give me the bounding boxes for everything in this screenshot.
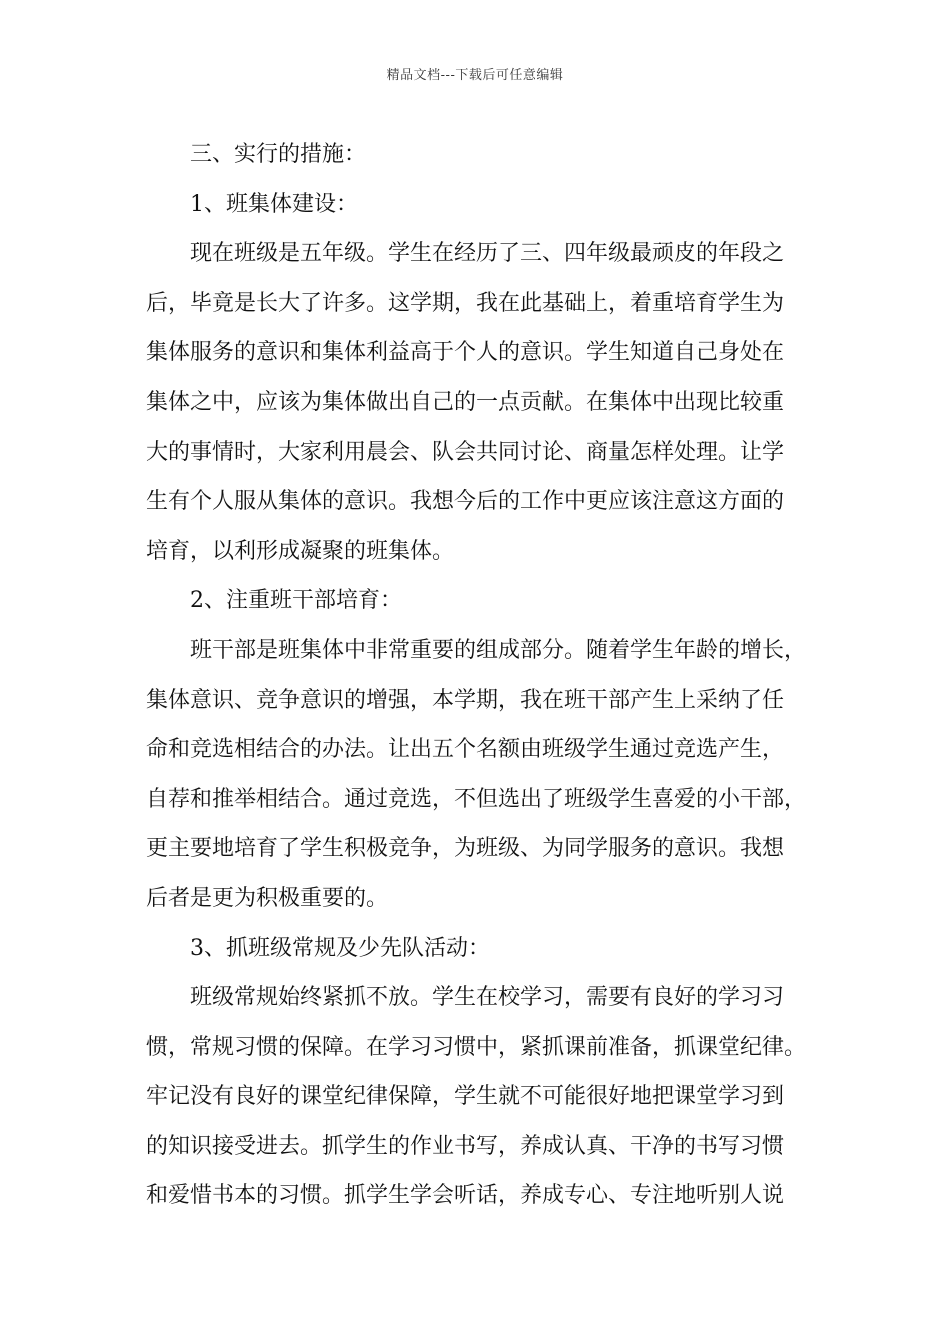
- text-line: 培育，以利形成凝聚的班集体。: [146, 538, 455, 564]
- text-line: 集体之中，应该为集体做出自己的一点贡献。在集体中出现比较重: [146, 389, 785, 415]
- text-line: 大的事情时，大家利用晨会、队会共同讨论、商量怎样处理。让学: [146, 439, 785, 465]
- text-line: 集体服务的意识和集体利益高于个人的意识。学生知道自己身处在: [146, 340, 785, 366]
- text-line: 3、抓班级常规及少先队活动：: [190, 935, 490, 961]
- text-line: 2、注重班干部培育：: [190, 588, 402, 614]
- text-line: 生有个人服从集体的意识。我想今后的工作中更应该注意这方面的: [146, 489, 785, 515]
- text-line: 后者是更为积极重要的。: [146, 885, 389, 911]
- text-line: 自荐和推举相结合。通过竞选，不但选出了班级学生喜爱的小干部，: [146, 786, 807, 812]
- text-line: 和爱惜书本的习惯。抓学生学会听话，养成专心、专注地听别人说: [146, 1183, 785, 1209]
- text-line: 命和竞选相结合的办法。让出五个名额由班级学生通过竞选产生，: [146, 737, 785, 763]
- text-line: 三、实行的措施：: [190, 142, 367, 167]
- page-header: 精品文档---下载后可任意编辑: [386, 68, 564, 83]
- text-line: 牢记没有良好的课堂纪律保障，学生就不可能很好地把课堂学习到: [146, 1084, 785, 1110]
- text-line: 1、班集体建设：: [190, 191, 358, 217]
- text-line: 惯，常规习惯的保障。在学习习惯中，紧抓课前准备，抓课堂纪律。: [146, 1034, 807, 1060]
- text-line: 的知识接受进去。抓学生的作业书写，养成认真、干净的书写习惯: [146, 1133, 785, 1159]
- text-line: 现在班级是五年级。学生在经历了三、四年级最顽皮的年段之: [190, 241, 785, 267]
- text-line: 集体意识、竞争意识的增强，本学期，我在班干部产生上采纳了任: [146, 687, 785, 713]
- text-line: 更主要地培育了学生积极竞争，为班级、为同学服务的意识。我想: [146, 836, 785, 862]
- text-line: 后，毕竟是长大了许多。这学期，我在此基础上，着重培育学生为: [146, 290, 785, 316]
- text-line: 班干部是班集体中非常重要的组成部分。随着学生年龄的增长，: [190, 637, 807, 663]
- text-line: 班级常规始终紧抓不放。学生在校学习，需要有良好的学习习: [190, 985, 785, 1011]
- document-body: [146, 130, 810, 1221]
